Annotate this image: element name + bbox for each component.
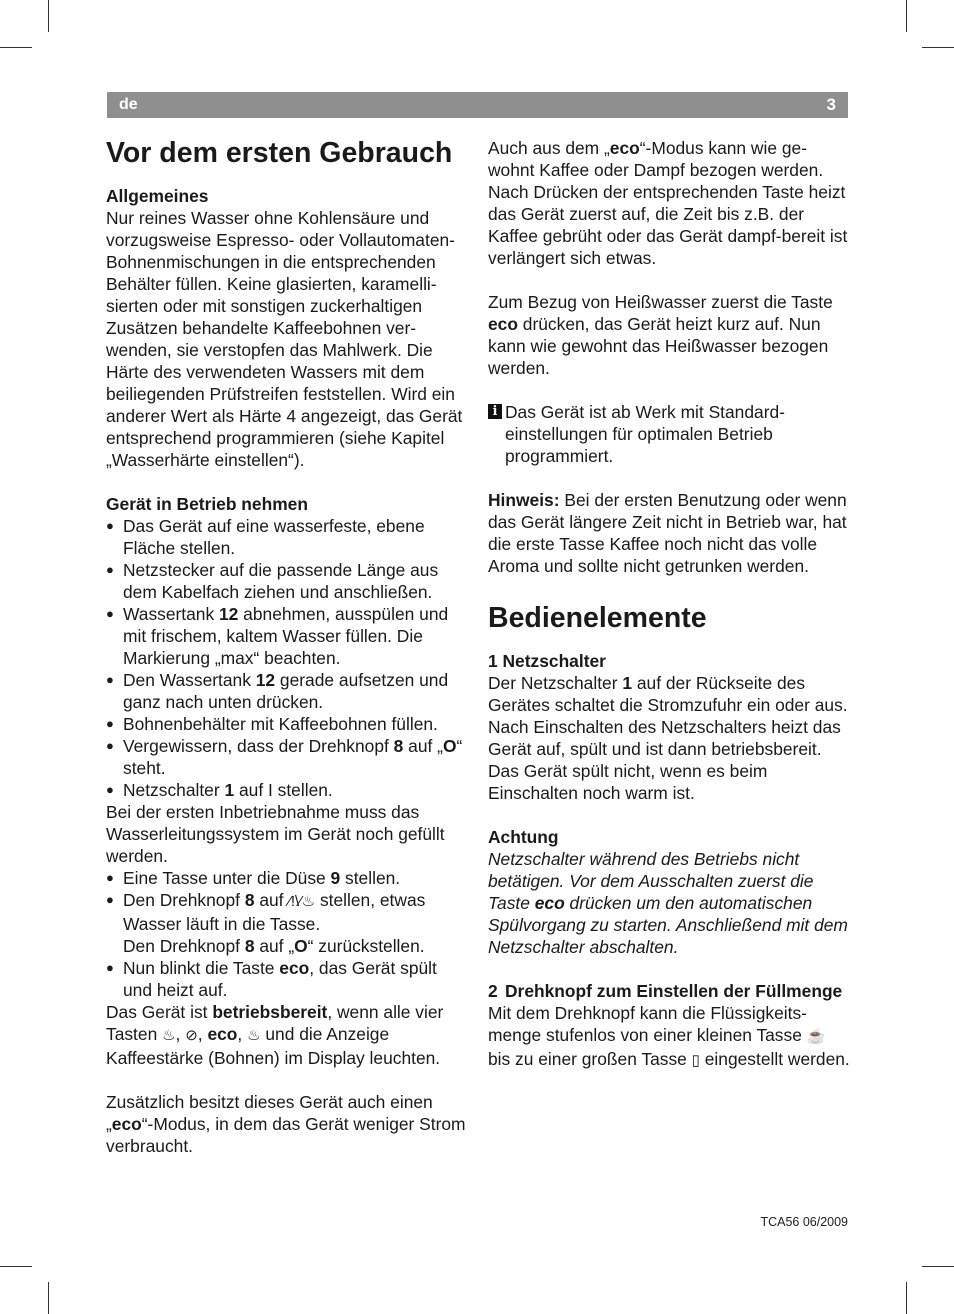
list-item: ● Vergewissern, dass der Drehknopf 8 auf „O“ steht.	[106, 735, 468, 779]
steam-icon: ♨	[247, 1027, 261, 1044]
subheading-allgemeines: Allgemeines	[106, 186, 209, 206]
list-item: ● Eine Tasse unter die Düse 9 stellen.	[106, 867, 468, 889]
language-label: de	[119, 96, 138, 113]
drehknopf-text: Mit dem Drehknopf kann die Flüssigkeits-menge stufenlos von einer kleinen Tasse ☕ bis zu einer großen Tasse ▯ eingestellt werden.	[488, 1002, 850, 1072]
list-item: ● Den Drehknopf 8 auf ⁄!\⁄♨ stellen, etwas Wasser läuft in die Tasse. Den Drehknopf 8 auf „O“ zurückstellen.	[106, 889, 468, 957]
subheading-drehknopf: 2 Drehknopf zum Einstellen der Füllmenge	[488, 981, 843, 1001]
list-item: ● Wassertank 12 abnehmen, ausspülen und mit frischem, kaltem Wasser füllen. Die Markierung „max“ beachten.	[106, 603, 468, 669]
section-title-bedienelemente: Bedienelemente	[488, 602, 707, 634]
netzschalter-text-3: Das Gerät spült nicht, wenn es beim Einschalten noch warm ist.	[488, 761, 768, 803]
crop-mark	[922, 1266, 954, 1267]
achtung-text: Netzschalter während des Betriebs nicht betätigen. Vor dem Ausschalten zuerst die Taste eco drücken um den automatischen Spülvorgang zu starten. Anschließend mit dem Netzschalter abschalten.	[488, 849, 848, 957]
coffee-cup-icon: ♨	[162, 1027, 176, 1044]
filling-steps-list	[106, 867, 468, 1001]
crop-mark	[0, 1266, 32, 1267]
crop-mark	[0, 47, 32, 48]
subheading-achtung: Achtung	[488, 827, 559, 847]
info-icon: i	[488, 404, 502, 419]
subheading-betrieb: Gerät in Betrieb nehmen	[106, 494, 308, 514]
small-cup-icon: ☕	[806, 1028, 826, 1045]
allgemeines-text: Nur reines Wasser ohne Kohlensäure und vorzugsweise Espresso- oder Vollautomaten-Bohnenmischungen in die entsprechenden Behälter füllen. Keine glasierten, karamelli-sierten oder mit sonstigen zuckerhaltigen Zusätzen behandelte Kaffeebohnen ver-wenden, sie verstopfen das Mahlwerk. Die Härte des verwendeten Wassers mit dem beiliegenden Prüfstreifen feststellen. Wird ein anderer Wert als Härte 4 angezeigt, das Gerät entsprechend programmieren (siehe Kapitel „Wasserhärte einstellen“).	[106, 208, 463, 470]
section-title: Vor dem ersten Gebrauch	[106, 137, 453, 169]
eco-mode-paragraph: Zusätzlich besitzt dieses Gerät auch einen „eco“-Modus, in dem das Gerät weniger Strom verbraucht.	[106, 1092, 466, 1156]
crop-mark	[48, 1282, 49, 1314]
list-item: ● Bohnenbehälter mit Kaffeebohnen füllen.	[106, 713, 468, 735]
netzschalter-text-2: Nach Einschalten des Netzschalters heizt das Gerät auf, spült und ist dann betriebsbereit.	[488, 717, 841, 759]
crop-mark	[906, 1282, 907, 1314]
list-item: ● Den Wassertank 12 gerade aufsetzen und ganz nach unten drücken.	[106, 669, 468, 713]
page-number: 3	[826, 95, 836, 114]
list-item: ● Netzstecker auf die passende Länge aus dem Kabelfach ziehen und anschließen.	[106, 559, 468, 603]
netzschalter-text: Der Netzschalter 1 auf der Rückseite des Gerätes schaltet die Stromzufuhr ein oder aus.	[488, 673, 848, 715]
hot-water-steam-icon: ⁄!\⁄♨	[288, 893, 316, 910]
bean-icon: ⊘	[185, 1027, 198, 1044]
list-item: ● Das Gerät auf eine wasserfeste, ebene Fläche stellen.	[106, 515, 468, 559]
left-column	[106, 137, 468, 1157]
ready-paragraph: Das Gerät ist betriebsbereit, wenn alle vier Tasten ♨, ⊘, eco, ♨ und die Anzeige Kaffeestärke (Bohnen) im Display leuchten.	[106, 1002, 444, 1068]
info-note: i Das Gerät ist ab Werk mit Standard-einstellungen für optimalen Betrieb programmiert.	[488, 401, 850, 467]
page-header-bar	[107, 92, 848, 118]
crop-mark	[906, 0, 907, 32]
hinweis-paragraph: Hinweis: Bei der ersten Benutzung oder wenn das Gerät längere Zeit nicht in Betrieb war, hat die erste Tasse Kaffee noch nicht das volle Aroma und sollte nicht getrunken werden.	[488, 490, 847, 576]
hot-water-paragraph: Zum Bezug von Heißwasser zuerst die Taste eco drücken, das Gerät heizt kurz auf. Nun kann wie gewohnt das Heißwasser bezogen werden.	[488, 292, 833, 378]
subheading-netzschalter: 1 Netzschalter	[488, 651, 606, 671]
list-item: ● Nun blinkt die Taste eco, das Gerät spült und heizt auf.	[106, 957, 468, 1001]
footer-model-date: TCA56 06/2009	[760, 1215, 848, 1229]
right-column	[488, 137, 850, 1072]
crop-mark	[48, 0, 49, 32]
large-cup-icon: ▯	[691, 1052, 700, 1069]
setup-steps-list	[106, 515, 468, 801]
eco-coffee-paragraph: Auch aus dem „eco“-Modus kann wie ge-wohnt Kaffee oder Dampf bezogen werden. Nach Drücken der entsprechenden Taste heizt das Gerät zuerst auf, die Zeit bis z.B. der Kaffee gebrüht oder das Gerät dampf-bereit ist verlängert sich etwas.	[488, 138, 848, 268]
first-use-paragraph: Bei der ersten Inbetriebnahme muss das Wasserleitungssystem im Gerät noch gefüllt werden.	[106, 802, 445, 866]
crop-mark	[922, 47, 954, 48]
list-item: ● Netzschalter 1 auf I stellen.	[106, 779, 468, 801]
